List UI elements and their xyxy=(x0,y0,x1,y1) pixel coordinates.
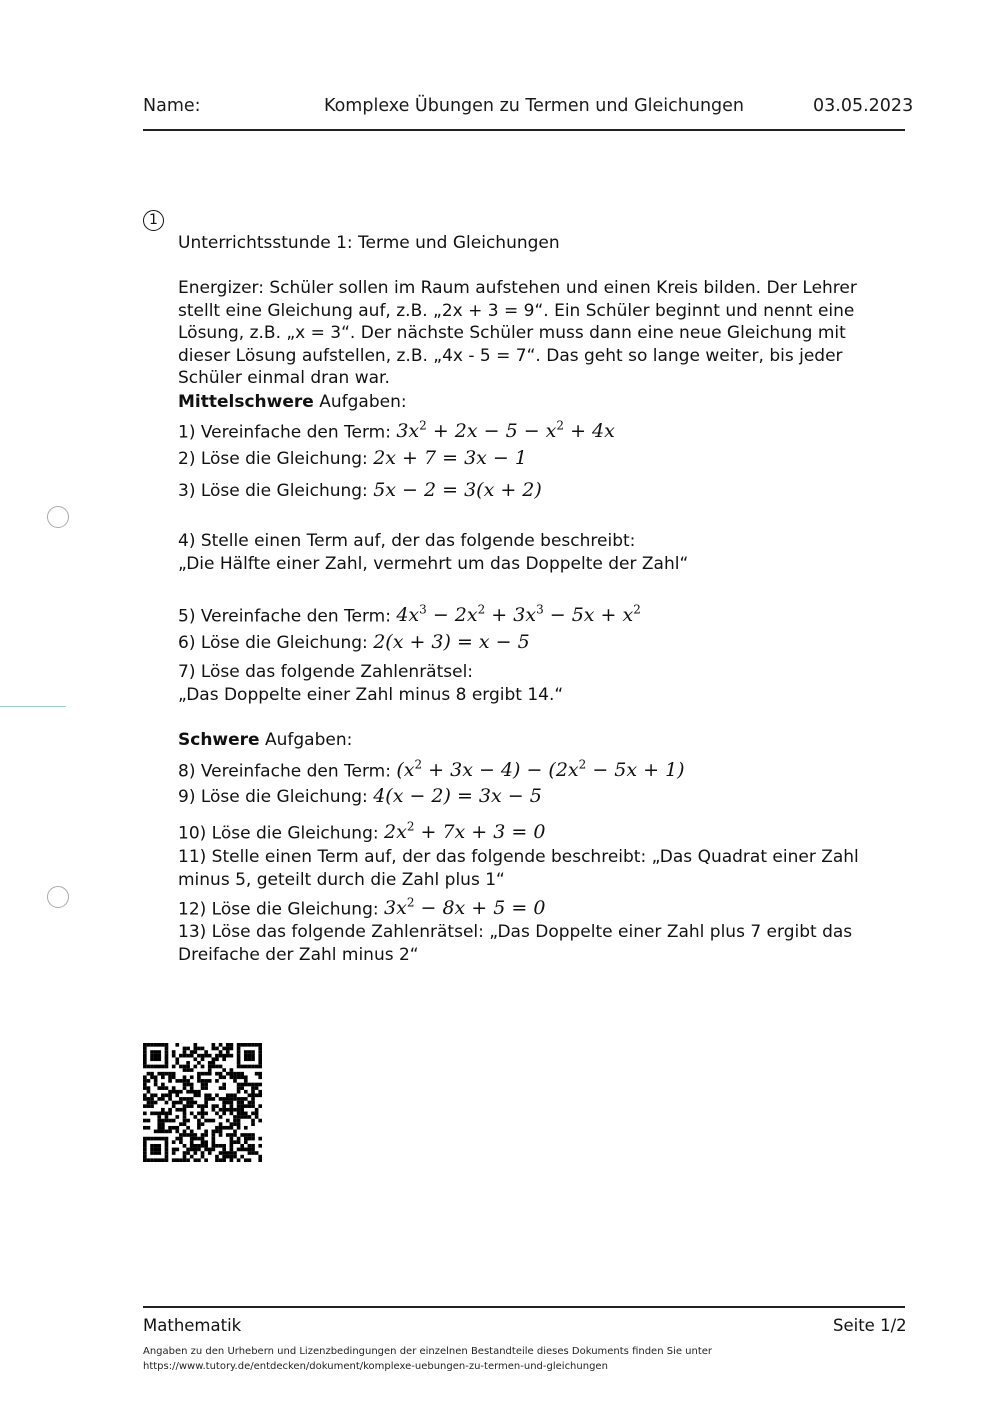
punch-hole-mark xyxy=(47,886,69,908)
footer-license-notice: Angaben zu den Urhebern und Lizenzbedingungen der einzelnen Bestandteile dieses Dokuments finden Sie unter xyxy=(143,1346,713,1357)
item-text-line2: „Das Doppelte einer Zahl minus 8 ergibt 14.“ xyxy=(178,684,564,705)
item-text: 3) Löse die Gleichung: xyxy=(178,481,374,501)
item-text: 5) Vereinfache den Term: xyxy=(178,606,397,627)
lesson-subtitle: Unterrichtsstunde 1: Terme und Gleichungen xyxy=(178,233,560,253)
math-expression: 5x − 2 = 3(x + 2) xyxy=(373,479,542,501)
item-text: 1) Vereinfache den Term: xyxy=(178,422,397,443)
list-item xyxy=(178,599,908,628)
math-expression: $3x^2 + 2x - 5 - x^2 + 4x$ xyxy=(396,419,615,443)
math-expression: 2(x + 3) = x − 5 xyxy=(373,631,530,653)
list-item: 13) Löse das folgende Zahlenrätsel: „Das Doppelte einer Zahl plus 7 ergibt das Dreifache der Zahl minus 2“ xyxy=(178,922,853,965)
punch-hole-mark xyxy=(47,506,69,528)
list-item xyxy=(178,415,908,444)
section-heading-bold: Mittelschwere xyxy=(178,392,314,412)
fold-mark xyxy=(0,706,66,707)
item-text: 10) Löse die Gleichung: xyxy=(178,823,385,844)
item-text: 9) Löse die Gleichung: xyxy=(178,787,374,807)
list-item xyxy=(178,631,908,655)
list-item: 11) Stelle einen Term auf, der das folgende beschreibt: „Das Quadrat einer Zahl minus 5, geteilt durch die Zahl plus 1“ xyxy=(178,847,859,890)
item-text-line2: „Die Hälfte einer Zahl, vermehrt um das Doppelte der Zahl“ xyxy=(178,553,689,574)
energizer-text: Energizer: Schüler sollen im Raum aufstehen und einen Kreis bilden. Der Lehrer stellt eine Gleichung auf, z.B. „2x + 3 = 9“. Ein Schüler beginnt und nennt eine Lösung, z.B. „x = 3“. Der nächste Schüler muss dann eine neue Gleichung mit dieser Lösung aufstellen, z.B. „4x - 5 = 7“. Das geht so lange weiter, bis jeder Schüler einmal dran war. xyxy=(178,278,857,388)
section-heading-bold: Schwere xyxy=(178,730,260,750)
item-text: 8) Vereinfache den Term: xyxy=(178,761,397,782)
item-text: 2) Löse die Gleichung: xyxy=(178,449,374,469)
name-label: Name: xyxy=(143,96,201,116)
math-expression: 2x + 7 = 3x − 1 xyxy=(373,447,527,469)
footer-url: https://www.tutory.de/entdecken/dokument/komplexe-uebungen-zu-termen-und-gleichungen xyxy=(143,1361,608,1372)
qr-code xyxy=(143,1043,262,1162)
item-text: 7) Löse das folgende Zahlenrätsel: xyxy=(178,662,474,682)
list-item xyxy=(178,479,908,503)
section-heading-medium xyxy=(178,391,908,414)
footer-page-number: Seite 1/2 xyxy=(833,1316,907,1335)
list-item xyxy=(178,447,908,471)
page-title: Komplexe Übungen zu Termen und Gleichungen xyxy=(324,96,745,116)
item-text: 4) Stelle einen Term auf, der das folgende beschreibt: xyxy=(178,531,636,551)
date: 03.05.2023 xyxy=(813,96,914,116)
math-expression: $4x^3 - 2x^2 + 3x^3 - 5x + x^2$ xyxy=(396,603,641,627)
task-number: 1 xyxy=(143,210,164,231)
header-divider xyxy=(143,129,905,131)
section-heading-rest: Aufgaben: xyxy=(313,392,407,412)
list-item xyxy=(178,754,908,783)
list-item xyxy=(178,785,908,809)
footer-divider xyxy=(143,1306,905,1308)
math-expression: $(x^2 + 3x - 4) - (2x^2 - 5x + 1)$ xyxy=(396,758,685,782)
math-expression: $3x^2 - 8x + 5 = 0$ xyxy=(384,896,546,920)
list-item xyxy=(178,892,908,921)
item-text: 6) Löse die Gleichung: xyxy=(178,633,374,653)
footer-subject: Mathematik xyxy=(143,1316,242,1335)
item-text: 12) Löse die Gleichung: xyxy=(178,899,385,920)
list-item xyxy=(178,530,908,575)
math-expression: 4(x − 2) = 3x − 5 xyxy=(373,785,542,807)
section-heading-rest: Aufgaben: xyxy=(259,730,353,750)
list-item xyxy=(178,661,908,706)
math-expression: $2x^2 + 7x + 3 = 0$ xyxy=(384,820,546,844)
section-heading-hard xyxy=(178,729,908,752)
list-item xyxy=(178,816,908,845)
